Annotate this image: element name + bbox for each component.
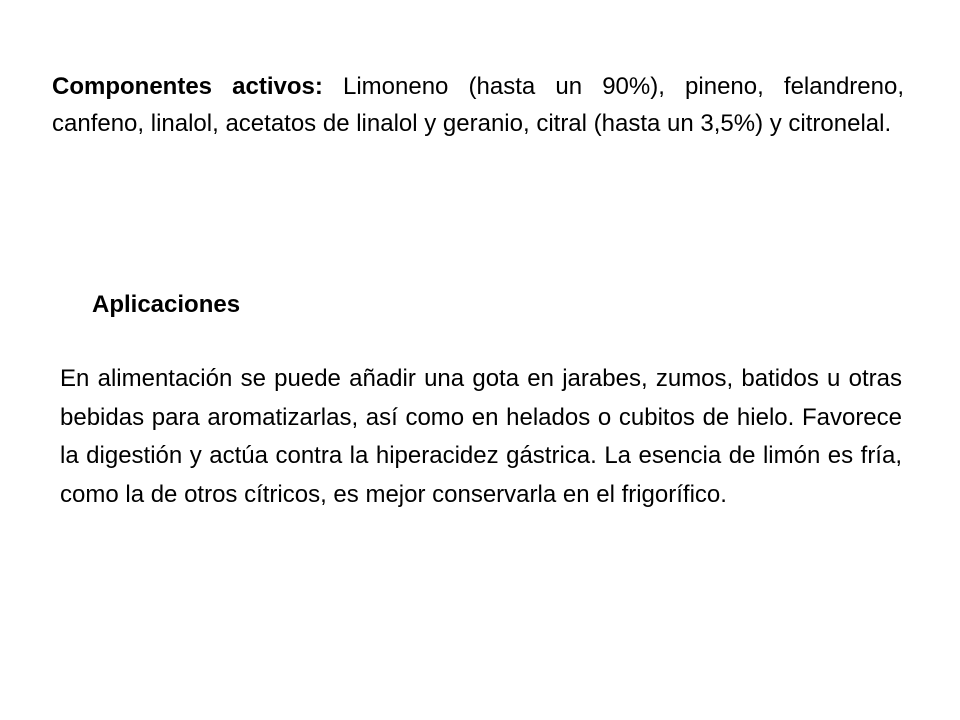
components-label: Componentes activos: [52, 73, 323, 100]
components-paragraph [52, 68, 904, 142]
components-text: Limoneno (hasta un 90%), pineno, felandreno, canfeno, linalol, acetatos de linalol y geranio, citral (hasta un 3,5%) y citronelal. [52, 73, 905, 137]
applications-heading: Aplicaciones [92, 291, 241, 318]
applications-paragraph: En alimentación se puede añadir una gota en jarabes, zumos, batidos u otras bebidas para aromatizarlas, así como en helados o cubitos de hielo. Favorece la digestión y actúa contra la hiperacidez gástrica. La esencia de limón es fría, como la de otros cítricos, es mejor conservarla en el frigorífico. [60, 365, 902, 508]
